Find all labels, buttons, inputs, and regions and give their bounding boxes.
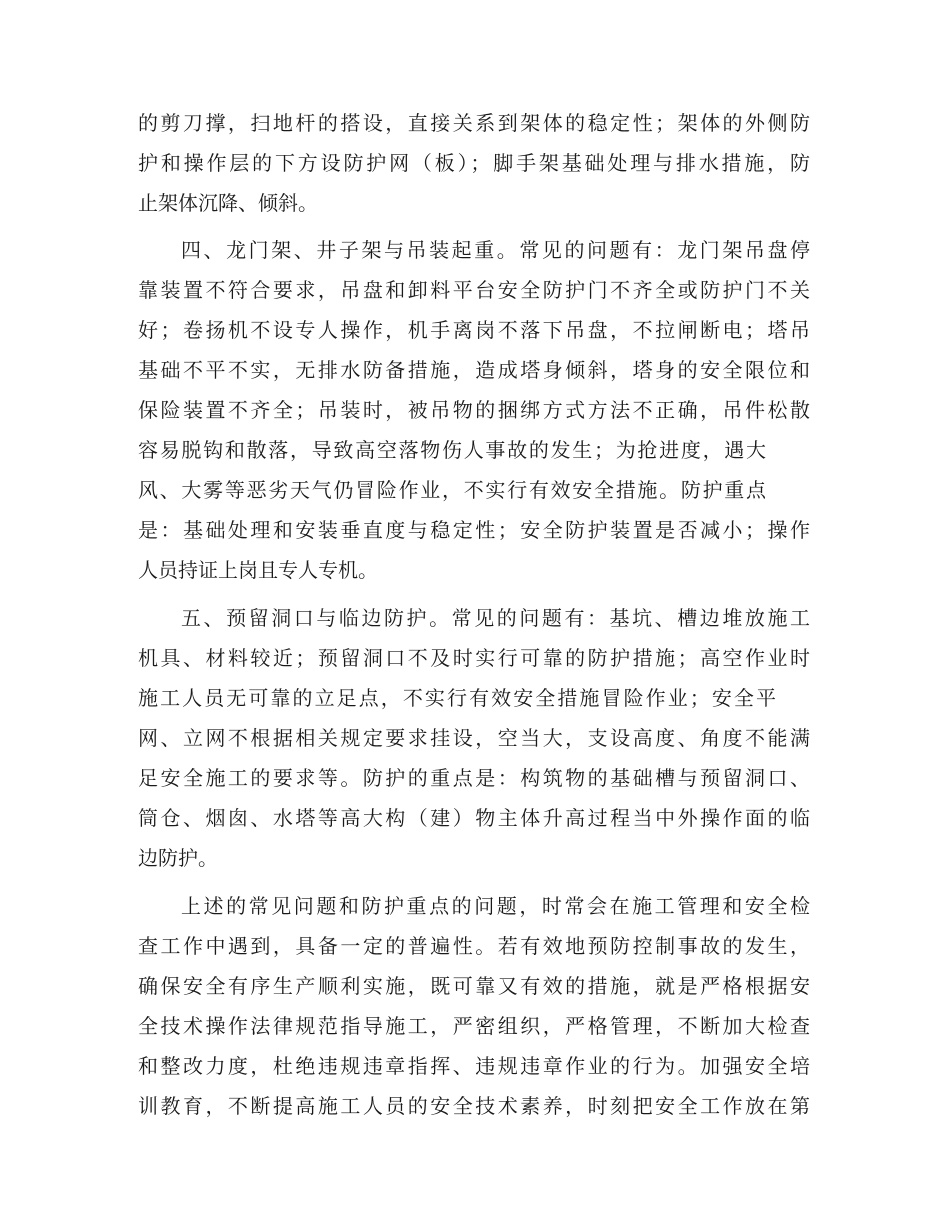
body-line: 好；卷扬机不设专人操作，机手离岗不落下吊盘，不拉闸断电；塔吊 — [138, 318, 810, 342]
body-line: 筒仓、烟囱、水塔等高大构（建）物主体升高过程当中外操作面的临 — [138, 806, 810, 830]
body-line: 五、预留洞口与临边防护。常见的问题有：基坑、槽边堆放施工 — [181, 606, 810, 630]
body-line: 训教育，不断提高施工人员的安全技术素养，时刻把安全工作放在第 — [138, 1094, 810, 1118]
body-line: 人员持证上岗且专人专机。 — [138, 558, 378, 582]
body-line: 风、大雾等恶劣天气仍冒险作业，不实行有效安全措施。防护重点 — [138, 478, 766, 502]
body-line: 全技术操作法律规范指导施工，严密组织，严格管理，不断加大检查 — [138, 1014, 810, 1038]
body-line: 足安全施工的要求等。防护的重点是：构筑物的基础槽与预留洞口、 — [138, 766, 810, 790]
body-line: 四、龙门架、井子架与吊装起重。常见的问题有：龙门架吊盘停 — [181, 238, 810, 262]
body-line: 护和操作层的下方设防护网（板）；脚手架基础处理与排水措施，防 — [138, 151, 810, 175]
body-line: 施工人员无可靠的立足点，不实行有效安全措施冒险作业；安全平 — [138, 686, 776, 710]
body-line: 机具、材料较近；预留洞口不及时实行可靠的防护措施；高空作业时 — [138, 646, 810, 670]
body-line: 基础不平不实，无排水防备措施，造成塔身倾斜，塔身的安全限位和 — [138, 358, 810, 382]
body-line: 确保安全有序生产顺利实施，既可靠又有效的措施，就是严格根据安 — [138, 974, 810, 998]
body-line: 的剪刀撑，扫地杆的搭设，直接关系到架体的稳定性；架体的外侧防 — [138, 111, 810, 135]
body-line: 查工作中遇到，具备一定的普遍性。若有效地预防控制事故的发生， — [138, 934, 810, 958]
body-line: 容易脱钩和散落，导致高空落物伤人事故的发生；为抢进度，遇大 — [138, 438, 766, 462]
body-line: 和整改力度，杜绝违规违章指挥、违规违章作业的行为。加强安全培 — [138, 1054, 810, 1078]
body-line: 靠装置不符合要求，吊盘和卸料平台安全防护门不齐全或防护门不关 — [138, 278, 810, 302]
body-line: 是：基础处理和安装垂直度与稳定性；安全防护装置是否减小；操作 — [138, 518, 810, 542]
body-line: 保险装置不齐全；吊装时，被吊物的捆绑方式方法不正确，吊件松散 — [138, 398, 810, 422]
body-line: 止架体沉降、倾斜。 — [138, 191, 318, 215]
body-line: 网、立网不根据相关规定要求挂设，空当大，支设高度、角度不能满 — [138, 726, 810, 750]
body-line: 上述的常见问题和防护重点的问题，时常会在施工管理和安全检 — [181, 894, 810, 918]
body-line: 边防护。 — [138, 846, 218, 870]
